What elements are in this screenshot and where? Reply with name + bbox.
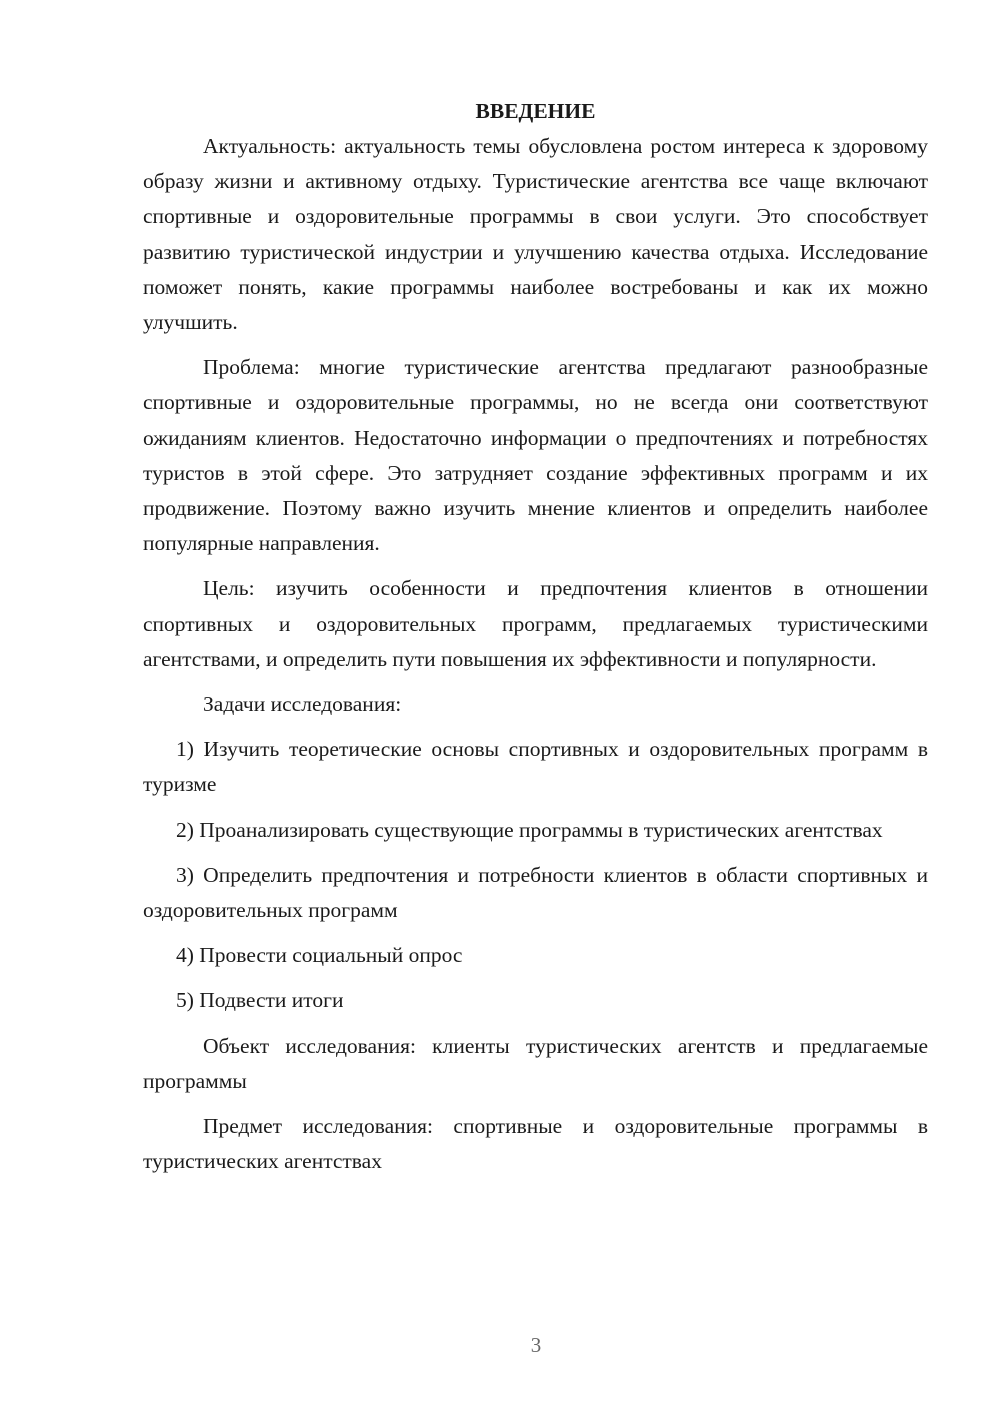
document-page [143, 94, 928, 1179]
task-item-3: 3) Определить предпочтения и потребности клиентов в области спортивных и оздоровительных программ [143, 862, 928, 923]
page-title: ВВЕДЕНИЕ [475, 99, 596, 123]
goal-paragraph: Цель: изучить особенности и предпочтения клиентов в отношении спортивных и оздоровительных программ, предлагаемых туристическими агентствами, и определить пути повышения их эффективности и популярности. [143, 576, 928, 671]
task-item-1: 1) Изучить теоретические основы спортивных и оздоровительных программ в туризме [143, 737, 928, 797]
task-item-4: 4) Провести социальный опрос [176, 943, 463, 968]
page-number: 3 [530, 1333, 542, 1357]
object-paragraph: Объект исследования: клиенты туристических агентств и предлагаемые программы [143, 1033, 928, 1093]
subject-paragraph: Предмет исследования: спортивные и оздоровительные программы в туристических агентствах [143, 1114, 928, 1174]
task-item-2: 2) Проанализировать существующие программы в туристических агентствах [176, 817, 883, 842]
tasks-heading: Задачи исследования: [203, 692, 402, 717]
relevance-paragraph: Актуальность: актуальность темы обусловлена ростом интереса к здоровому образу жизни и активному отдыху. Туристические агентства все чаще включают спортивные и оздоровительные программы в свои услуги. Это способствует развитию туристической индустрии и улучшению качества отдыха. Исследование поможет понять, какие программы наиболее востребованы и как их можно улучшить. [143, 134, 928, 335]
problem-paragraph: Проблема: многие туристические агентства предлагают разнообразные спортивные и оздоровительные программы, но не всегда они соответствуют ожиданиям клиентов. Недостаточно информации о предпочтениях и потребностях туристов в этой сфере. Это затрудняет создание эффективных программ и их продвижение. Поэтому важно изучить мнение клиентов и определить наиболее популярные направления. [143, 355, 928, 556]
task-item-5: 5) Подвести итоги [176, 988, 344, 1013]
